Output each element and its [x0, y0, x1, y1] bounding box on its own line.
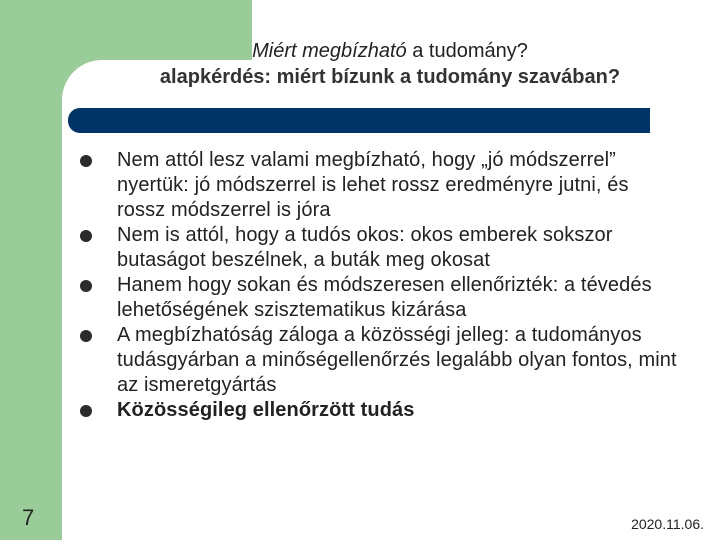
bullet-dot-icon: [80, 155, 92, 167]
bullet-text-emphasis: Közösségileg ellenőrzött tudás: [117, 399, 415, 421]
bullet-text: Hanem hogy sokan és módszeresen ellenőrizték: a tévedés lehetőségének szisztematikus kizárása: [117, 274, 652, 321]
bullet-text: A megbízhatóság záloga a közösségi jelleg: a tudományos tudásgyárban a minőségellenőrzés legalább olyan fontos, mint az ismeretgyártás: [117, 324, 677, 396]
slide-number: 7: [22, 505, 35, 530]
title-rest-part: a tudomány?: [406, 40, 528, 62]
bullet-item: [80, 223, 680, 273]
bullet-dot-icon: [80, 280, 92, 292]
bullet-dot-icon: [80, 405, 92, 417]
title-line-2: alapkérdés: miért bízunk a tudomány szavában?: [159, 66, 621, 88]
title-underline-bar: [68, 108, 650, 133]
bullet-list: [80, 148, 680, 423]
title-line-1: [80, 38, 700, 64]
bullet-item: [80, 398, 680, 423]
bullet-item: [80, 273, 680, 323]
bullet-item: [80, 323, 680, 398]
bullet-item: [80, 148, 680, 223]
bullet-dot-icon: [80, 330, 92, 342]
bullet-text: Nem is attól, hogy a tudós okos: okos emberek sokszor butaságot beszélnek, a buták meg okosat: [117, 224, 613, 271]
slide-date: 2020.11.06.: [631, 516, 704, 532]
bullet-dot-icon: [80, 230, 92, 242]
slide-title: [80, 38, 700, 90]
title-italic-part: Miért megbízható: [252, 40, 407, 62]
bullet-text: Nem attól lesz valami megbízható, hogy „jó módszerrel” nyertük: jó módszerrel is lehet rossz eredményre jutni, és rossz módszerrel is jóra: [117, 149, 629, 221]
